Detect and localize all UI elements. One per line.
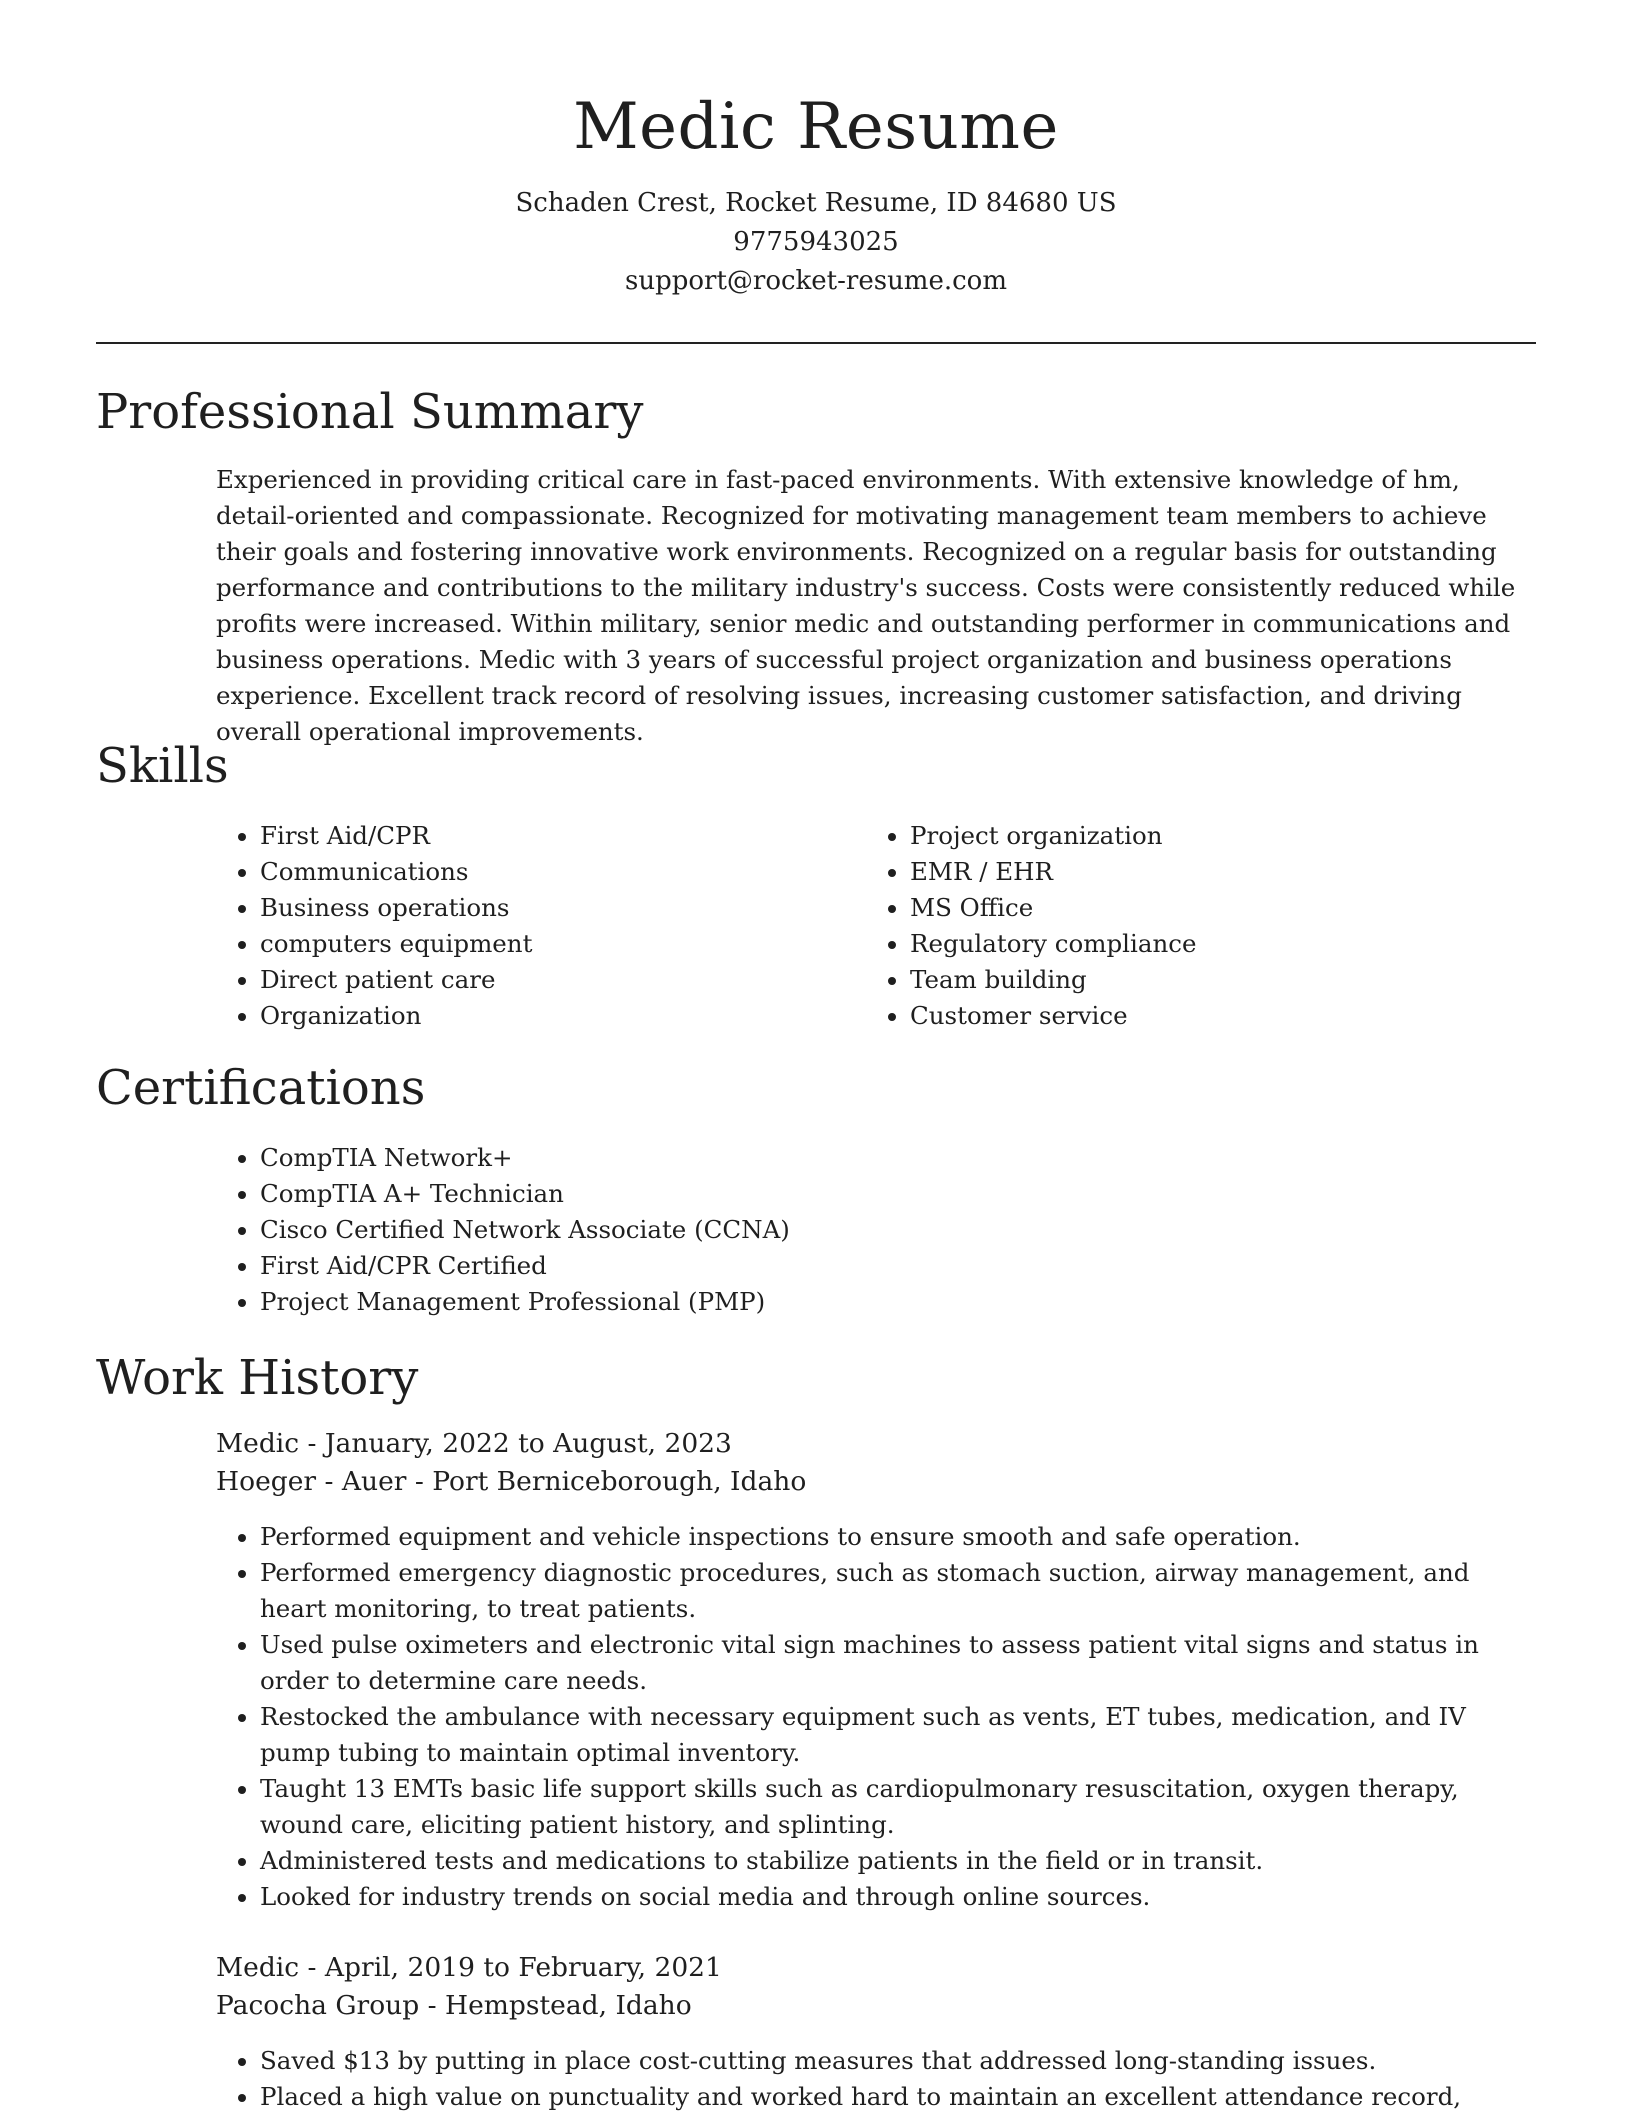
skill-item: • MS Office <box>910 890 1466 926</box>
job-company-line: Pacocha Group - Hempstead, Idaho <box>216 1990 692 2021</box>
certifications-heading: Certifications <box>96 1060 426 1116</box>
job-duty: • Used pulse oximeters and electronic vital sign machines to assess patient vital signs and status in order to determine care needs. <box>260 1627 1536 1699</box>
skill-item: • Team building <box>910 962 1466 998</box>
job-entry <box>216 1425 1536 1915</box>
skill-item: • Project organization <box>910 818 1466 854</box>
skill-item: • computers equipment <box>260 926 816 962</box>
job-company: Pacocha Group <box>216 1990 420 2021</box>
skills-column-left <box>216 818 816 1034</box>
skill-item: • Customer service <box>910 998 1466 1034</box>
resume-header <box>96 82 1536 301</box>
certification-item: • First Aid/CPR Certified <box>260 1248 1416 1284</box>
contact-address: Schaden Crest, Rocket Resume, ID 84680 US <box>515 188 1117 218</box>
job-duty: • Taught 13 EMTs basic life support skills such as cardiopulmonary resuscitation, oxygen therapy, wound care, eliciting patient history, and splinting. <box>260 1771 1536 1843</box>
job-duties-list <box>216 2043 1536 2115</box>
work-history-heading: Work History <box>96 1350 419 1406</box>
skill-item: • Direct patient care <box>260 962 816 998</box>
certification-item: • Cisco Certified Network Associate (CCNA) <box>260 1212 1416 1248</box>
skill-item: • Business operations <box>260 890 816 926</box>
job-title: Medic <box>216 1428 300 1459</box>
skills-heading: Skills <box>96 738 229 794</box>
job-duty: • Administered tests and medications to stabilize patients in the field or in transit. <box>260 1843 1536 1879</box>
skill-item: • EMR / EHR <box>910 854 1466 890</box>
skill-item: • First Aid/CPR <box>260 818 816 854</box>
skill-item: • Organization <box>260 998 816 1034</box>
job-company-line: Hoeger - Auer - Port Berniceborough, Idaho <box>216 1466 807 1497</box>
job-duty: • Performed emergency diagnostic procedures, such as stomach suction, airway management, and heart monitoring, to treat patients. <box>260 1555 1536 1627</box>
job-title: Medic <box>216 1952 300 1983</box>
certification-item: • Project Management Professional (PMP) <box>260 1284 1416 1320</box>
skills-list-left <box>216 818 816 1034</box>
skills-column-right <box>866 818 1466 1034</box>
job-duties <box>216 2043 1536 2115</box>
resume-title: Medic Resume <box>573 90 1059 164</box>
contact-phone: 9775943025 <box>733 227 899 257</box>
job-company: Hoeger - Auer <box>216 1466 407 1497</box>
job-dates: April, 2019 to February, 2021 <box>324 1952 722 1983</box>
skill-item: • Communications <box>260 854 816 890</box>
job-title-line: Medic - April, 2019 to February, 2021 <box>216 1952 722 1983</box>
job-duty: • Placed a high value on punctuality and worked hard to maintain an excellent attendance record, <box>260 2079 1536 2115</box>
certifications-list <box>216 1140 1416 1320</box>
job-duty: • Performed equipment and vehicle inspections to ensure smooth and safe operation. <box>260 1519 1536 1555</box>
job-location: Hempstead, Idaho <box>445 1990 692 2021</box>
certifications-list-wrap <box>216 1140 1416 1320</box>
job-duty: • Looked for industry trends on social media and through online sources. <box>260 1879 1536 1915</box>
contact-email: support@rocket-resume.com <box>624 266 1007 296</box>
job-location: Port Berniceborough, Idaho <box>432 1466 807 1497</box>
job-duty: • Saved $13 by putting in place cost-cutting measures that addressed long-standing issues. <box>260 2043 1536 2079</box>
job-title-line: Medic - January, 2022 to August, 2023 <box>216 1428 732 1459</box>
job-duties-list <box>216 1519 1536 1915</box>
summary-heading: Professional Summary <box>96 384 644 440</box>
header-divider <box>96 342 1536 344</box>
summary-text: Experienced in providing critical care in fast-paced environments. With extensive knowledge of hm, detail-oriented and compassionate. Recognized for motivating management team members to achieve their goals and fostering innovative work environments. Recognized on a regular basis for outstanding performance and contributions to the military industry's success. Costs were consistently reduced while profits were increased. Within military, senior medic and outstanding performer in communications and business operations. Medic with 3 years of successful project organization and business operations experience. Excellent track record of resolving issues, increasing customer satisfaction, and driving overall operational improvements. <box>216 465 1516 746</box>
certification-item: • CompTIA Network+ <box>260 1140 1416 1176</box>
job-duty: • Restocked the ambulance with necessary equipment such as vents, ET tubes, medication, and IV pump tubing to maintain optimal inventory. <box>260 1699 1536 1771</box>
job-duties <box>216 1519 1536 1915</box>
job-entry <box>216 1949 1536 2115</box>
certification-item: • CompTIA A+ Technician <box>260 1176 1416 1212</box>
job-dates: January, 2022 to August, 2023 <box>324 1428 732 1459</box>
skill-item: • Regulatory compliance <box>910 926 1466 962</box>
skills-list-right <box>866 818 1466 1034</box>
